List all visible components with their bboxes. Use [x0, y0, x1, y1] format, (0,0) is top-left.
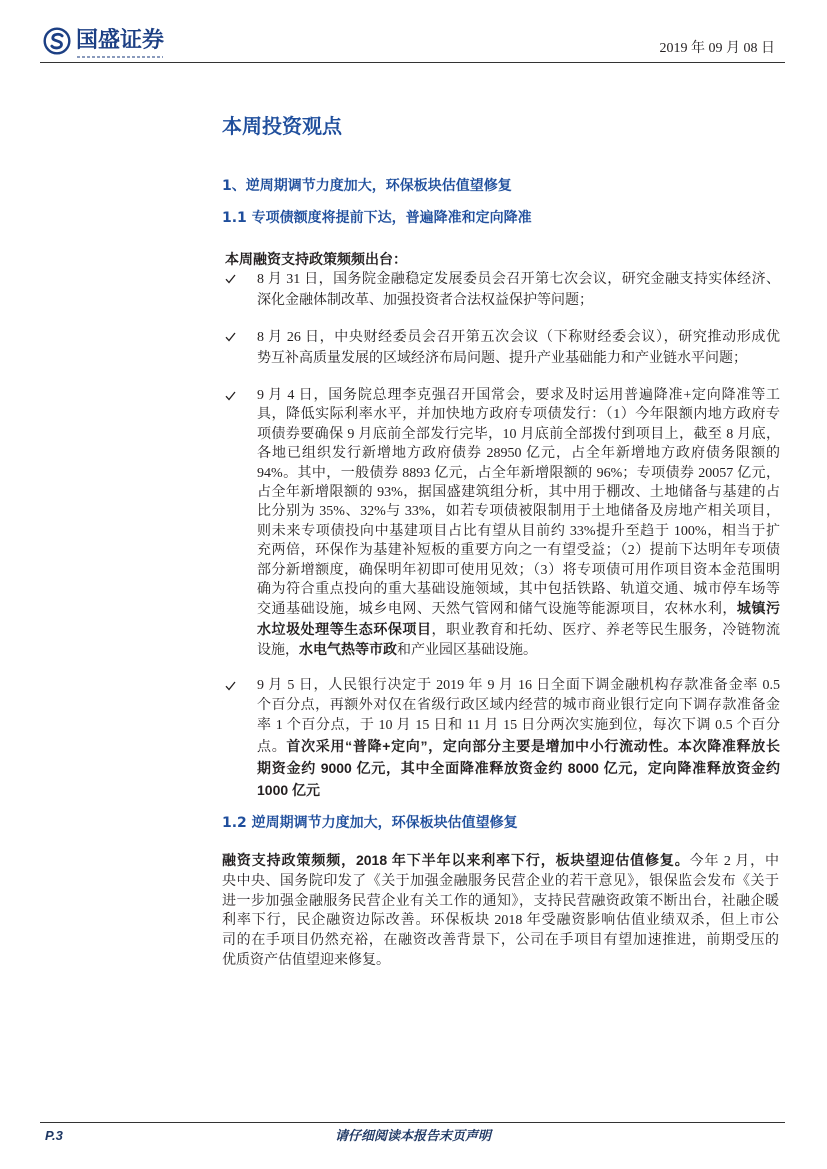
- body-text: 和产业园区基础设施。: [397, 643, 537, 659]
- body-text: 确为符合重点投向的重大基础设施领域，其中包括铁路、轨道交通、城市停车场等: [257, 582, 780, 598]
- text-line: [257, 780, 780, 802]
- body-text: 利率下行，民企融资边际改善。环保板块 2018 年受融资影响估值业绩双杀，但上市公: [222, 913, 779, 929]
- body-text: 深化金融体制改革、加强投资者合法权益保护等问题；: [257, 293, 593, 308]
- logo-swirl: [52, 34, 62, 48]
- emphasized-text: 城镇污: [736, 600, 781, 617]
- footer-divider: [40, 1122, 785, 1123]
- paragraph: [222, 851, 779, 971]
- text-line: [257, 716, 780, 736]
- check-mark: [226, 275, 235, 283]
- text-line: [257, 269, 780, 290]
- body-text: 点。: [257, 740, 287, 755]
- bullet-item: [225, 676, 780, 802]
- bullet-item-text: [257, 327, 780, 369]
- bullet-item-text: [257, 386, 780, 661]
- text-line: [257, 758, 780, 780]
- emphasized-text: 期资金约 9000 亿元，其中全面降准释放资金约 8000 亿元，定向降准释放资金约: [257, 760, 780, 776]
- text-line: [257, 522, 780, 541]
- emphasized-text: 水垃圾处理等生态环保项目: [257, 620, 432, 637]
- bullet-item: [225, 386, 780, 661]
- text-line: [222, 851, 779, 872]
- check-icon: [225, 681, 236, 691]
- body-text: 项债券要确保 9 月底前全部发行完毕，10 月底前全部拨付到项目上，截至 8 月底，: [257, 426, 780, 442]
- body-text: 比分别为 35%、32%与 33%，如若专项债被限制用于土地储备及房地产相关项目，: [257, 504, 780, 520]
- emphasized-text: 首次采用“普降+定向”，定向部分主要是增加中小行流动性。本次降准释放长: [286, 738, 780, 754]
- text-line: [257, 620, 780, 640]
- text-line: [257, 599, 780, 619]
- body-text: 占全年新增限额的 93%，据国盛建筑组分析，其中用于棚改、土地储备与基建的占: [257, 485, 780, 501]
- body-text: ，职业教育和托幼、医疗、养老等民生服务，冷链物流: [431, 622, 780, 638]
- body-text: 部分新增额度，确保明年初即可使用见效；（3）将专项债可用作项目资本金范围明: [257, 562, 780, 578]
- body-text: 8 月 31 日，国务院金融稳定发展委员会召开第七次会议，研究金融支持实体经济、: [257, 272, 780, 287]
- check-icon: [225, 391, 236, 401]
- emphasized-text: 1000 亿元: [257, 782, 321, 798]
- body-text: 率 1 个百分点，于 10 月 15 日和 11 月 15 日分两次实施到位，每次下调 0.5 个百分: [257, 718, 780, 733]
- text-line: [257, 736, 780, 758]
- bullet-item-text: [257, 676, 780, 802]
- text-line: [257, 696, 780, 716]
- text-line: [222, 892, 779, 912]
- subsection-1-2-title: 1.2 逆周期调节力度加大，环保板块估值望修复: [222, 815, 518, 831]
- page-number: P.3: [45, 1128, 63, 1143]
- text-line: [222, 931, 779, 951]
- body-text: 具，降低实际利率水平，并加快地方政府专项债发行：（1）今年限额内地方政府专: [257, 407, 780, 423]
- subsection-1-1-title: 1.1 专项债额度将提前下达，普遍降准和定向降准: [222, 210, 532, 226]
- heading-1: 1、逆周期调节力度加大，环保板块估值望修复: [222, 178, 512, 194]
- emphasized-text: 融资支持政策频频，2018 年下半年以来利率下行，板块望迎估值修复。: [222, 852, 690, 868]
- text-line: [257, 290, 780, 311]
- check-mark: [226, 333, 235, 341]
- guosheng-logo-icon: [43, 27, 71, 55]
- text-line: [257, 444, 780, 463]
- header-divider: [40, 62, 785, 63]
- text-line: [257, 386, 780, 405]
- lead-text: 本周融资支持政策频频出台：: [225, 251, 407, 267]
- body-text: 势互补高质量发展的区域经济布局问题、提升产业基础能力和产业链水平问题；: [257, 351, 747, 366]
- body-text: 则未来专项债投向中基建项目占比有望从目前约 33%提升至趋于 100%，相当于扩: [257, 523, 780, 539]
- emphasized-text: 水电气热等市政: [299, 641, 397, 658]
- text-line: [257, 561, 780, 580]
- text-line: [257, 327, 780, 348]
- body-text: 今年 2 月，中: [689, 854, 779, 869]
- body-text: 各地已组织发行新增地方政府债券 28950 亿元，占全年新增地方政府债务限额的: [257, 446, 780, 462]
- text-line: [257, 640, 780, 660]
- text-line: [257, 405, 780, 424]
- body-text: 央中央、国务院印发了《关于加强金融服务民营企业的若干意见》，银保监会发布《关于: [222, 873, 779, 889]
- body-text: 充两倍，环保作为基建补短板的重要方向之一有望受益；（2）提前下达明年专项债: [257, 543, 780, 559]
- bullet-item: [225, 269, 780, 311]
- body-text: 8 月 26 日，中央财经委员会召开第五次会议（下称财经委会议），研究推动形成优: [257, 330, 780, 345]
- report-date: 2019 年 09 月 08 日: [659, 41, 775, 56]
- text-line: [257, 348, 780, 369]
- check-icon: [225, 332, 236, 342]
- text-line: [222, 911, 779, 931]
- body-text: 设施，: [257, 643, 299, 659]
- text-line: [257, 502, 780, 521]
- body-text: 交通基础设施，城乡电网、天然气管网和储气设施等能源项目，农林水利，: [257, 602, 737, 618]
- logo-tagline: [77, 56, 163, 58]
- brand-logo: [43, 27, 164, 55]
- text-line: [257, 541, 780, 560]
- body-text: 9 月 5 日，人民银行决定于 2019 年 9 月 16 日全面下调金融机构存款准备金率 0.5: [257, 678, 780, 693]
- text-line: [257, 483, 780, 502]
- logo-text: 国盛证券: [76, 28, 165, 53]
- text-line: [222, 872, 779, 892]
- text-line: [257, 425, 780, 444]
- check-mark: [226, 392, 235, 400]
- check-mark: [226, 682, 235, 690]
- body-text: 94%。其中，一般债券 8893 亿元，占全年新增限额的 96%；专项债券 20057 亿元，: [257, 465, 780, 481]
- text-line: [222, 951, 779, 971]
- body-text: 司的在手项目仍然充裕，在融资改善背景下，公司在手项目有望加速推进，前期受压的: [222, 933, 779, 949]
- bullet-item-text: [257, 269, 780, 311]
- disclaimer-notice: 请仔细阅读本报告末页声明: [334, 1128, 491, 1143]
- body-text: 优质资产估值望迎来修复。: [222, 952, 390, 968]
- body-text: 个百分点，再额外对仅在省级行政区域内经营的城市商业银行定向下调存款准备金: [257, 698, 780, 713]
- text-line: [257, 676, 780, 696]
- body-text: 9 月 4 日，国务院总理李克强召开国常会，要求及时运用普遍降准+定向降准等工: [257, 388, 780, 403]
- text-line: [257, 464, 780, 483]
- text-line: [257, 580, 780, 599]
- section-title: 本周投资观点: [222, 114, 342, 138]
- body-text: 进一步加强金融服务民营企业有关工作的通知》，支持民营融资政策不断出台，社融企暖: [222, 893, 779, 909]
- bullet-item: [225, 327, 780, 369]
- check-icon: [225, 274, 236, 284]
